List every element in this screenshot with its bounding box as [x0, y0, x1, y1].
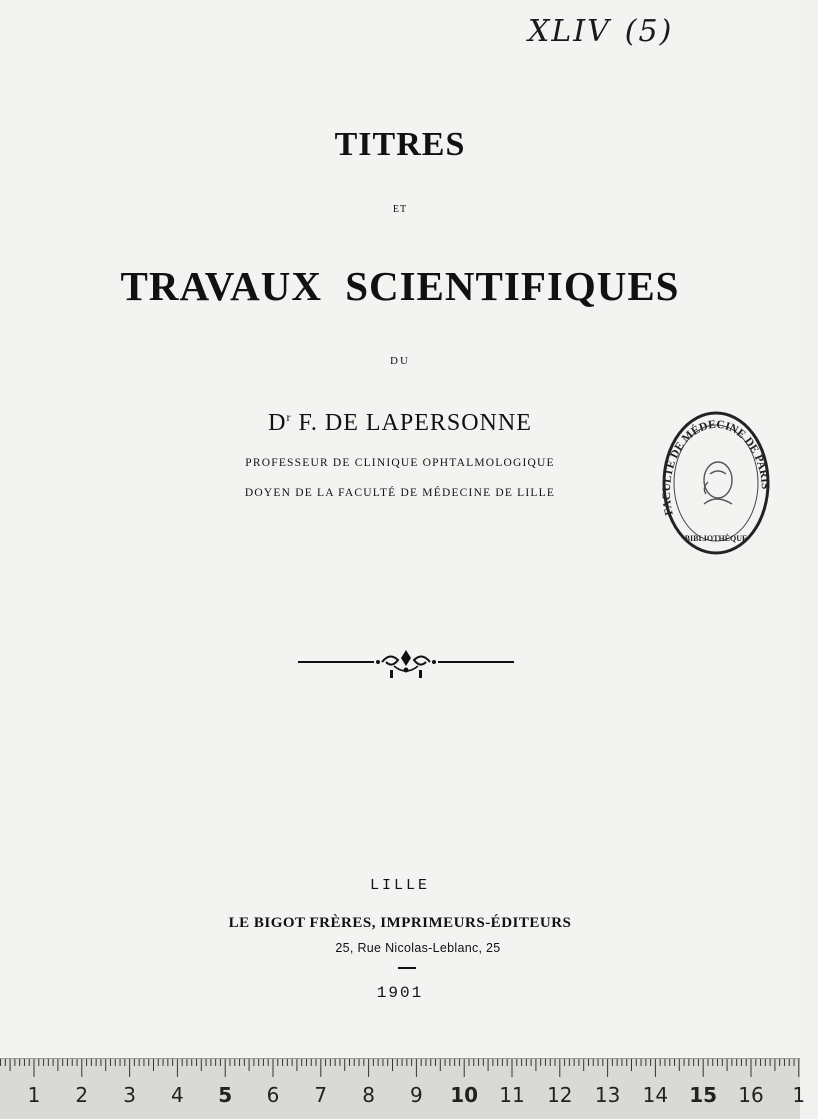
ruler-number: 11: [499, 1083, 525, 1107]
title-conjunction: ET: [392, 204, 408, 215]
stamp-subtext: BIBLIOTHÈQUE: [684, 534, 748, 543]
ruler-ticks: [0, 1059, 800, 1081]
author-role-dean: DOYEN DE LA FACULTÉ DE MÉDECINE DE LILLE: [244, 487, 556, 499]
ornament-divider-icon: [296, 646, 516, 682]
ruler-number: 6: [266, 1083, 280, 1107]
ruler-number: 3: [123, 1083, 136, 1107]
ruler-number: 4: [171, 1083, 184, 1107]
ruler-number: 14: [642, 1083, 669, 1107]
ruler-number: 1: [27, 1083, 41, 1107]
title-line-1: TITRES: [334, 126, 466, 163]
ruler-number: 12: [547, 1083, 573, 1107]
ruler-number: 10: [450, 1083, 479, 1107]
stamp-text: FACULTÉ DE MÉDECINE DE PARIS: [660, 418, 772, 517]
stamp-portrait-icon: [704, 462, 732, 504]
author-prefix-sup: r: [286, 410, 292, 424]
ruler-number: 2: [75, 1083, 89, 1107]
imprint-publisher: LE BIGOT FRÈRES, IMPRIMEURS-ÉDITEURS: [228, 915, 572, 931]
title-preposition: DU: [390, 355, 410, 367]
title-line-2: TRAVAUX SCIENTIFIQUES: [120, 263, 680, 309]
author-prefix: D: [268, 410, 287, 436]
imprint-year: 1901: [376, 984, 424, 1002]
shelfmark-code: XLIV: [528, 14, 611, 49]
handwritten-shelfmark: [528, 14, 673, 49]
ruler-number: 1: [792, 1083, 806, 1107]
ruler-numbers: [0, 1079, 806, 1113]
ruler-number: 16: [738, 1083, 764, 1107]
ruler-number: 8: [362, 1083, 375, 1107]
ruler-number: 5: [218, 1083, 233, 1107]
ruler-number: 7: [314, 1083, 328, 1107]
imprint-city: LILLE: [369, 877, 430, 894]
ruler-number: 15: [689, 1083, 718, 1107]
library-stamp: [660, 408, 772, 558]
ruler-number: 13: [594, 1083, 621, 1107]
measuring-ruler: [0, 1058, 806, 1119]
author-role-professor: PROFESSEUR DE CLINIQUE OPHTALMOLOGIQUE: [245, 457, 555, 469]
imprint-rule: [398, 967, 416, 969]
ruler-number: 9: [410, 1083, 423, 1107]
imprint-address: 25, Rue Nicolas-Leblanc, 25: [335, 941, 501, 955]
author-fullname: F. DE LAPERSONNE: [298, 410, 532, 436]
shelfmark-number: (5): [624, 14, 674, 49]
